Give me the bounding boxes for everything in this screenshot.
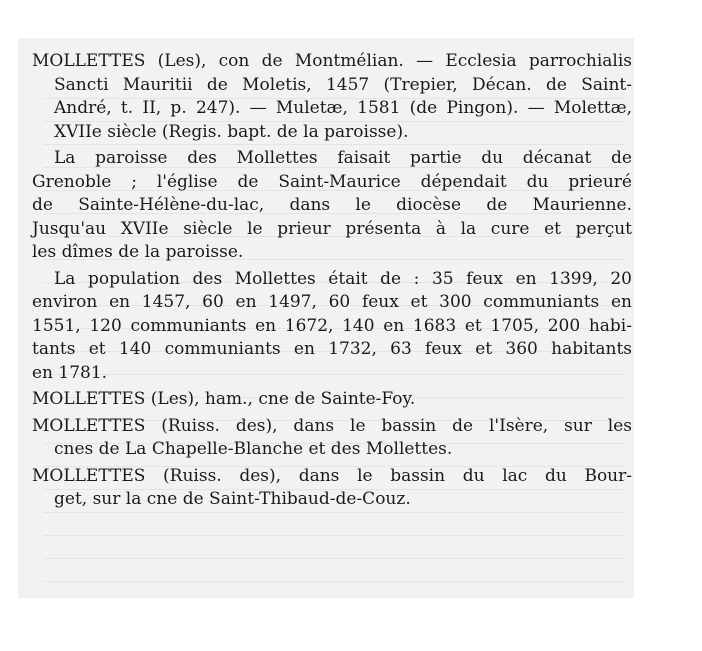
text-line: les dîmes de la paroisse. <box>32 242 244 262</box>
text-line: MOLLETTES (Les), con de Montmélian. — Ecclesia parrochialis <box>32 51 632 71</box>
text-line: cnes de La Chapelle-Blanche et des Mollettes. <box>54 439 453 459</box>
text-line: tants et 140 communiants en 1732, 63 feux et 360 habitants <box>32 339 632 359</box>
entry-mollettes-hameau <box>32 388 632 412</box>
text-column <box>32 50 632 512</box>
entry-mollettes-commune <box>32 50 632 144</box>
text-line: en 1781. <box>32 362 108 383</box>
text-line: MOLLETTES (Ruiss. des), dans le bassin de l'Isère, sur les <box>32 415 632 436</box>
text-line: 1551, 120 communiants en 1672, 140 en 1683 et 1705, 200 habi- <box>32 315 632 336</box>
entry-ruisseau-bourget <box>32 465 632 512</box>
text-line: MOLLETTES (Ruiss. des), dans le bassin du lac du Bour- <box>32 465 632 486</box>
text-line: Grenoble ; l'église de Saint-Maurice dépendait du prieuré <box>32 171 632 192</box>
text-line: environ en 1457, 60 en 1497, 60 feux et 300 communiants en <box>32 292 632 312</box>
text-line: MOLLETTES (Les), ham., cne de Sainte-Foy. <box>32 389 416 409</box>
text-line: get, sur la cne de Saint-Thibaud-de-Couz. <box>54 489 411 509</box>
text-line: de Sainte-Hélène-du-lac, dans le diocèse de Maurienne. <box>32 195 632 215</box>
paragraph-paroisse <box>32 147 632 265</box>
entry-ruisseau-isere <box>32 415 632 462</box>
text-line: La paroisse des Mollettes faisait partie du décanat de <box>54 148 632 168</box>
text-line: XVIIe siècle (Regis. bapt. de la paroisse). <box>54 121 409 142</box>
text-line: Sancti Mauritii de Moletis, 1457 (Trepier, Décan. de Saint- <box>54 74 632 95</box>
text-line: André, t. II, p. 247). — Muletæ, 1581 (de Pingon). — Molettæ, <box>54 98 632 118</box>
paragraph-population <box>32 268 632 386</box>
text-line: La population des Mollettes était de : 35 feux en 1399, 20 <box>54 268 632 289</box>
text-line: Jusqu'au XVIIe siècle le prieur présenta à la cure et perçut <box>32 218 632 239</box>
